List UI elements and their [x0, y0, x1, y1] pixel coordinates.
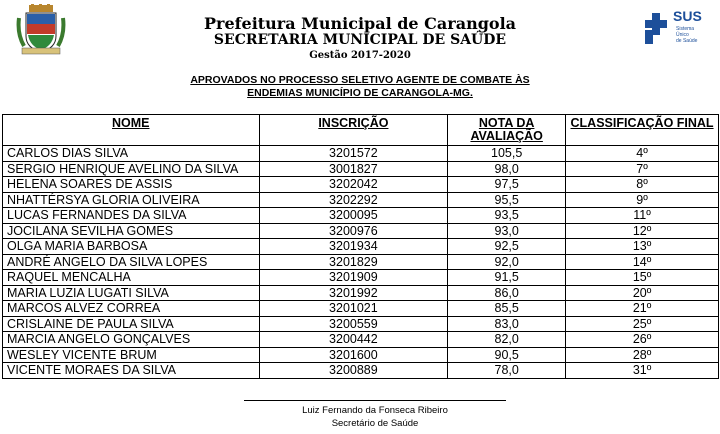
svg-text:Sistema: Sistema: [676, 26, 695, 32]
cell-registration: 3200889: [259, 363, 448, 379]
cell-registration: 3201021: [259, 301, 448, 317]
cell-name: ANDRÉ ANGELO DA SILVA LOPES: [3, 254, 260, 270]
cell-ranking: 4º: [566, 146, 719, 162]
cell-registration: 3200976: [259, 223, 448, 239]
cell-score: 93,0: [448, 223, 566, 239]
municipal-crest-icon: [16, 4, 66, 56]
cell-score: 95,5: [448, 192, 566, 208]
signature-line: [244, 400, 506, 401]
table-header-row: [3, 115, 719, 146]
cell-registration: 3201909: [259, 270, 448, 286]
header-secretariat: SECRETARIA MUNICIPAL DE SAÚDE: [213, 32, 507, 48]
cell-name: MARCOS ALVEZ CORREA: [3, 301, 260, 317]
cell-ranking: 11º: [566, 208, 719, 224]
cell-score: 90,5: [448, 347, 566, 363]
table-row: [3, 254, 719, 270]
cell-score: 78,0: [448, 363, 566, 379]
header-score: NOTA DA AVALIAÇÃO: [448, 115, 566, 146]
cell-score: 85,5: [448, 301, 566, 317]
sus-logo-icon: [643, 6, 707, 50]
cell-name: JOCILANA SEVILHA GOMES: [3, 223, 260, 239]
table-row: [3, 177, 719, 193]
cell-registration: 3201600: [259, 347, 448, 363]
signatory-role: Secretário de Saúde: [331, 418, 419, 429]
cell-ranking: 14º: [566, 254, 719, 270]
cell-score: 92,5: [448, 239, 566, 255]
cell-score: 91,5: [448, 270, 566, 286]
cell-registration: 3201572: [259, 146, 448, 162]
cell-name: HELENA SOARES DE ASSIS: [3, 177, 260, 193]
cell-registration: 3200442: [259, 332, 448, 348]
cell-ranking: 13º: [566, 239, 719, 255]
cell-name: OLGA MARIA BARBOSA: [3, 239, 260, 255]
table-row: [3, 146, 719, 162]
cell-registration: 3201934: [259, 239, 448, 255]
cell-ranking: 8º: [566, 177, 719, 193]
table-row: [3, 208, 719, 224]
table-row: [3, 239, 719, 255]
cell-registration: 3201992: [259, 285, 448, 301]
cell-name: SERGIO HENRIQUE AVELINO DA SILVA: [3, 161, 260, 177]
cell-ranking: 7º: [566, 161, 719, 177]
cell-registration: 3202042: [259, 177, 448, 193]
cell-score: 93,5: [448, 208, 566, 224]
cell-score: 86,0: [448, 285, 566, 301]
signatory-name: Luiz Fernando da Fonseca Ribeiro: [302, 405, 448, 416]
cell-ranking: 20º: [566, 285, 719, 301]
cell-name: CARLOS DIAS SILVA: [3, 146, 260, 162]
cell-name: NHATTÉRSYA GLORIA OLIVEIRA: [3, 192, 260, 208]
cell-name: CRISLAINE DE PAULA SILVA: [3, 316, 260, 332]
cell-score: 105,5: [448, 146, 566, 162]
cell-registration: 3201829: [259, 254, 448, 270]
cell-name: MARIA LUZIA LUGATI SILVA: [3, 285, 260, 301]
approved-candidates-table: [2, 114, 719, 379]
cell-score: 92,0: [448, 254, 566, 270]
cell-ranking: 25º: [566, 316, 719, 332]
cell-score: 97,5: [448, 177, 566, 193]
cell-ranking: 15º: [566, 270, 719, 286]
table-row: [3, 223, 719, 239]
table-row: [3, 316, 719, 332]
svg-text:de Saúde: de Saúde: [676, 38, 698, 44]
table-row: [3, 301, 719, 317]
header-term: Gestão 2017-2020: [309, 50, 411, 61]
cell-name: VICENTE MORAES DA SILVA: [3, 363, 260, 379]
table-row: [3, 285, 719, 301]
document-subtitle-line2: ENDEMIAS MUNICÍPIO DE CARANGOLA-MG.: [247, 87, 473, 99]
cell-name: MARCIA ANGELO GONÇALVES: [3, 332, 260, 348]
cell-registration: 3200095: [259, 208, 448, 224]
header-ranking: CLASSIFICAÇÃO FINAL: [566, 115, 719, 146]
svg-text:Único: Único: [676, 32, 689, 38]
cell-score: 98,0: [448, 161, 566, 177]
sus-logo-text: SUS: [673, 8, 702, 24]
table-row: [3, 347, 719, 363]
cell-registration: 3001827: [259, 161, 448, 177]
cell-ranking: 31º: [566, 363, 719, 379]
header-name: NOME: [3, 115, 260, 146]
cell-score: 82,0: [448, 332, 566, 348]
cell-registration: 3202292: [259, 192, 448, 208]
header-title: Prefeitura Municipal de Carangola: [203, 14, 517, 33]
cell-registration: 3200559: [259, 316, 448, 332]
header-registration: INSCRIÇÃO: [259, 115, 448, 146]
cell-ranking: 26º: [566, 332, 719, 348]
table-row: [3, 363, 719, 379]
table-row: [3, 192, 719, 208]
cell-ranking: 9º: [566, 192, 719, 208]
table-row: [3, 332, 719, 348]
cell-name: WESLEY VICENTE BRUM: [3, 347, 260, 363]
cell-name: LUCAS FERNANDES DA SILVA: [3, 208, 260, 224]
cell-ranking: 12º: [566, 223, 719, 239]
cell-ranking: 21º: [566, 301, 719, 317]
cell-name: RAQUEL MENCALHA: [3, 270, 260, 286]
table-row: [3, 161, 719, 177]
cell-score: 83,0: [448, 316, 566, 332]
cell-ranking: 28º: [566, 347, 719, 363]
document-subtitle-line1: APROVADOS NO PROCESSO SELETIVO AGENTE DE COMBATE ÀS: [190, 74, 530, 86]
table-row: [3, 270, 719, 286]
